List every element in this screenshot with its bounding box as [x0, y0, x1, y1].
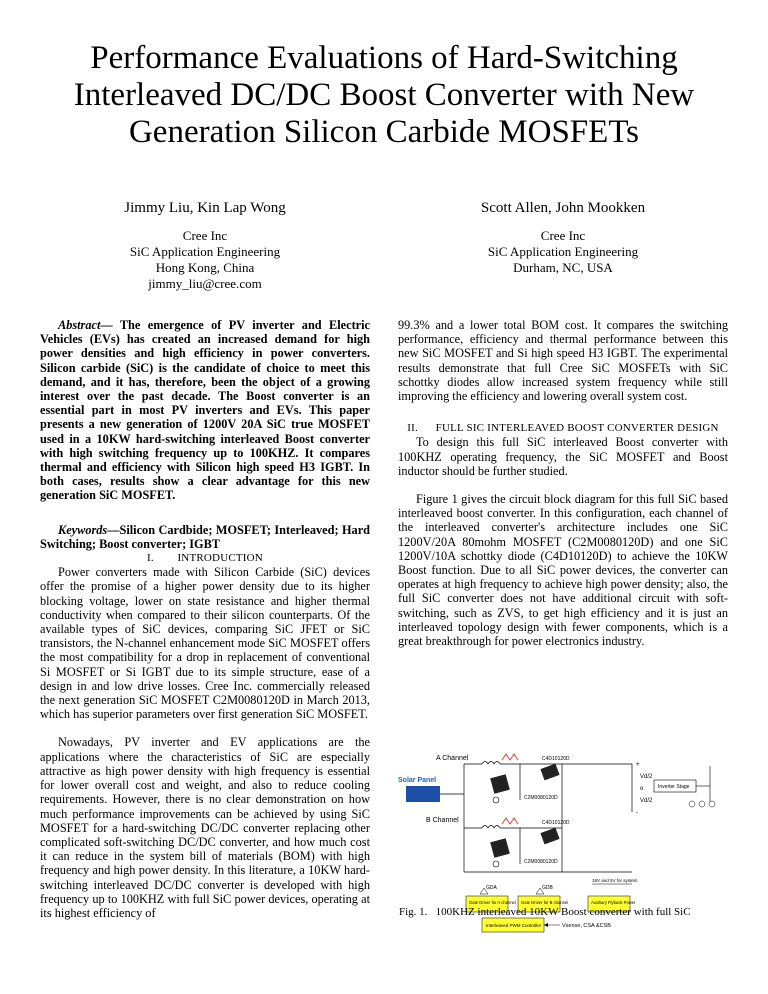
plus-label: + [636, 762, 640, 768]
diode-a-label: C4D10120D [542, 756, 570, 762]
mosfet-b-symbol-icon [493, 861, 499, 867]
solar-panel-icon [406, 786, 440, 802]
author-block-left [40, 200, 370, 292]
paper-title: Performance Evaluations of Hard-Switching Interleaved DC/DC Boost Converter with New Generation Silicon Carbide MOSFETs [73, 40, 695, 150]
gate-driver-a-label: Gate Driver for A channel [469, 900, 516, 905]
author-block-right [398, 200, 728, 276]
intro-paragraph-2: Nowadays, PV inverter and EV applications are the applications where the characteristics of SiC are especially attractive as high power density with high frequency is essential for lower overall cost and weight, and also to reduce cooling requirements. However, there is no clear demonstration on how much performance improvements can be achieved by using SiC MOSFET for a hard-switching DC/DC converter replacing other complicated soft-switching DC/DC converter, and how much cost it can reduce in the system bill of materials (BOM) with high frequency and high power density. In this literature, a 10KW hard-switching interleaved DC/DC converter is developed with high frequency up to 100KHZ with full SiC power devices, operating at its highest efficiency of [40, 735, 370, 920]
gate-driver-b-label: Gate Driver for B channel [521, 900, 569, 905]
a-channel-label: A Channel [436, 755, 469, 762]
mosfet-a-symbol-icon [493, 797, 499, 803]
minus-label: - [636, 810, 638, 816]
section-heading-design: II. FULL SIC INTERLEAVED BOOST CONVERTER DESIGN [407, 422, 719, 435]
intro-paragraph-1: Power converters made with Silicon Carbide (SiC) devices offer the promise of a higher power density due to its higher blocking voltage, lower on state resistance and higher thermal conductivity when compared to their silicon counterparts. Of the available types of SiC devices, comparing SiC JFET or SiC transistors, the N-channel enhancement mode SiC MOSFET offers the most compatibility for a drop in replacement of conventional Si MOSFET or Si IGBT due to its simple structure, ease of a design in and low drive losses. Cree Inc. commercially released the next generation SiC MOSFET C2M0080120D in March 2013, which has superior parameters over first generation SiC MOSFET. [40, 565, 370, 722]
figure-1-caption: Fig. 1. 100KHZ interleaved 10KW Boost converter with full SiC [399, 906, 691, 918]
author-dept: SiC Application Engineering [487, 244, 639, 259]
left-column [40, 318, 370, 920]
figure-1-circuit-diagram [392, 722, 728, 962]
load-icon [699, 801, 705, 807]
gda-label: GDA [486, 885, 497, 891]
author-names: Jimmy Liu, Kin Lap Wong [124, 200, 286, 216]
solar-panel-label: Solar Panel [398, 777, 437, 784]
keywords: Keywords—Silicon Cardbide; MOSFET; Interleaved; Hard Switching; Boost converter; IGBT [40, 522, 370, 551]
diode-b-label: C4D10120D [542, 820, 570, 826]
author-names: Scott Allen, John Mookken [480, 200, 646, 216]
intro-paragraph-continued: 99.3% and a lower total BOM cost. It compares the switching performance, efficiency and thermal performance between this new SiC MOSFET and Si high speed H3 IGBT. The experimental results demonstrate that full Cree SiC MOSFETs with SiC schottky diodes allow increased system frequency while still improving the efficiency and lowering overall system cost. [398, 318, 728, 404]
gdb-label: GDB [542, 885, 553, 891]
diode-b-package-icon [540, 828, 559, 845]
author-org: Cree Inc [540, 228, 586, 243]
vd2-top-label: Vd/2 [640, 774, 653, 780]
load-icon [709, 801, 715, 807]
design-paragraph-1: To design this full SiC interleaved Boost converter with 100KHZ operating frequency, the SiC MOSFET and Boost inductor should be further studied. [398, 435, 728, 478]
b-channel-label: B Channel [426, 817, 459, 824]
inductor-b-icon [482, 826, 500, 829]
sense-label: Vsense, CSA &CSB [562, 923, 611, 929]
design-paragraph-2: Figure 1 gives the circuit block diagram for this full SiC based interleaved boost converter. In this configuration, each channel of the interleaved converter's architecture includes one SiC 1200V/20A 80mohm MOSFET (C2M0080120D) and one SiC 1200V/10A schottky diode (C4D10120D) to achieve the 10KW Boost function. Due to all SiC power devices, the converter can operates at high frequency to achieve high power density; also, the full SiC converter does not have additional circuit with soft-switching, such as ZVS, to get high efficiency and it is just an interleaved topology design with fewer components, which is a great breakthrough for power electronics industry. [398, 492, 728, 649]
vd2-bottom-label: Vd/2 [640, 798, 653, 804]
mosfet-a-package-icon [490, 774, 510, 794]
diode-a-package-icon [540, 764, 559, 781]
abstract: Abstract— The emergence of PV inverter and Electric Vehicles (EVs) has created an increased demand for high power densities and high efficiency in power converters. Silicon carbide (SiC) is the candidate of choice to meet this demand, and it has, therefore, been the object of a growing interest over the past decade. The Boost converter is an essential part in most PV inverters and EVs. This paper presents a new generation of 1200V 20A SiC true MOSFET used in a 10KW hard-switching interleaved Boost converter with high switching frequency up to 100KHZ. It compares thermal and efficiency with Silicon high speed H3 IGBT. In both cases, results show a clear advantage for this new generation SiC MOSFET. [40, 318, 370, 503]
author-email: jimmy_liu@cree.com [148, 276, 262, 291]
author-location: Hong Kong, China [155, 260, 255, 275]
load-icon [689, 801, 695, 807]
author-dept: SiC Application Engineering [129, 244, 281, 259]
author-org: Cree Inc [182, 228, 228, 243]
section-heading-introduction: I. INTRODUCTION [147, 552, 263, 565]
ripple-b-icon [502, 818, 518, 824]
mosfet-b-package-icon [490, 838, 510, 858]
inverter-stage-label: Inverter Stage [658, 784, 690, 790]
author-location: Durham, NC, USA [513, 260, 613, 275]
right-column [398, 318, 728, 648]
inductor-a-icon [482, 762, 500, 765]
o-label: o [640, 786, 644, 792]
aux-power-label: Auxiliary Flyback Power [591, 900, 636, 905]
ripple-a-icon [502, 754, 518, 760]
mosfet-a-label: C2M0080120D [524, 795, 558, 801]
supply-note: 18V and 5V for system [592, 878, 638, 883]
pwm-controller-label: Interleaved PWM Controller [486, 923, 542, 928]
mosfet-b-label: C2M0080120D [524, 859, 558, 865]
